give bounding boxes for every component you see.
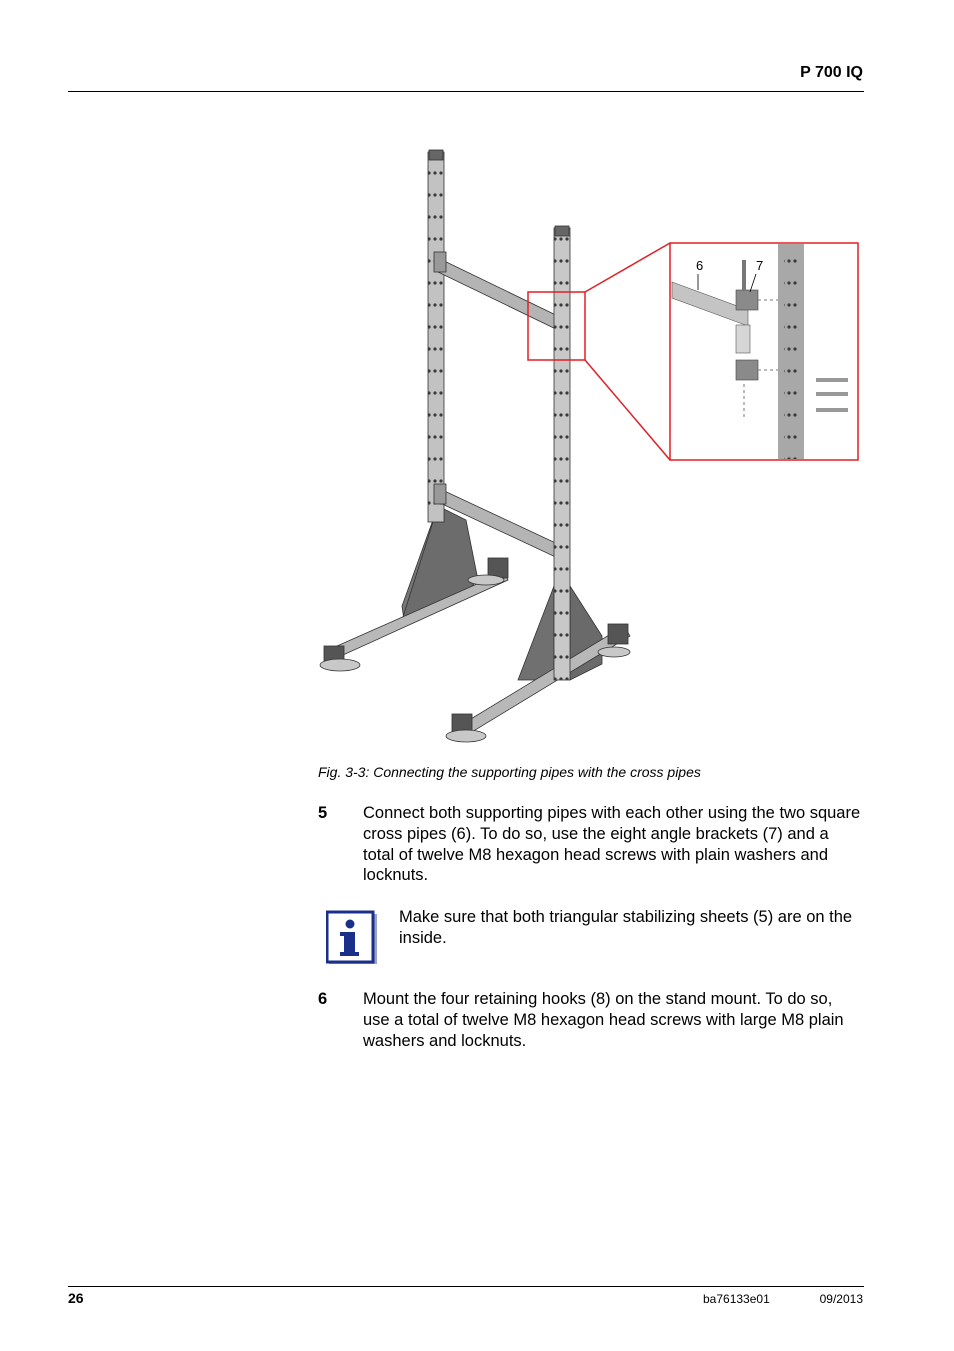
footer-rule: [68, 1286, 864, 1287]
note-text: Make sure that both triangular stabilizing sheets (5) are on the inside.: [399, 908, 853, 947]
document-id: ba76133e01: [703, 1292, 770, 1306]
callout-6: 6: [696, 258, 704, 273]
upper-cross-pipe: [438, 258, 562, 332]
step-text: Mount the four retaining hooks (8) on the stand mount. To do so, use a total of twelve M8 hexagon head screws with large M8 plain washers and locknuts.: [363, 990, 844, 1050]
document-date: 09/2013: [819, 1292, 863, 1306]
stand-assembly-drawing: [318, 140, 864, 750]
step-number: 6: [318, 990, 328, 1008]
info-icon: [326, 910, 378, 966]
step-number: 5: [318, 804, 328, 822]
page-header-title: P 700 IQ: [800, 64, 863, 81]
detail-inset: [670, 243, 858, 460]
page-number: 26: [68, 1290, 84, 1306]
front-stabilizing-sheet: [518, 586, 554, 680]
callout-7: 7: [756, 258, 764, 273]
step-text: Connect both supporting pipes with each other using the two square cross pipes (6). To do so, use the eight angle brackets (7) and a total of twelve M8 hexagon head screws with plain washers and locknuts.: [363, 804, 861, 885]
stand-assembly-figure: [318, 140, 864, 750]
figure-caption: Fig. 3-3: Connecting the supporting pipes with the cross pipes: [318, 764, 701, 780]
header-rule: [68, 91, 864, 92]
